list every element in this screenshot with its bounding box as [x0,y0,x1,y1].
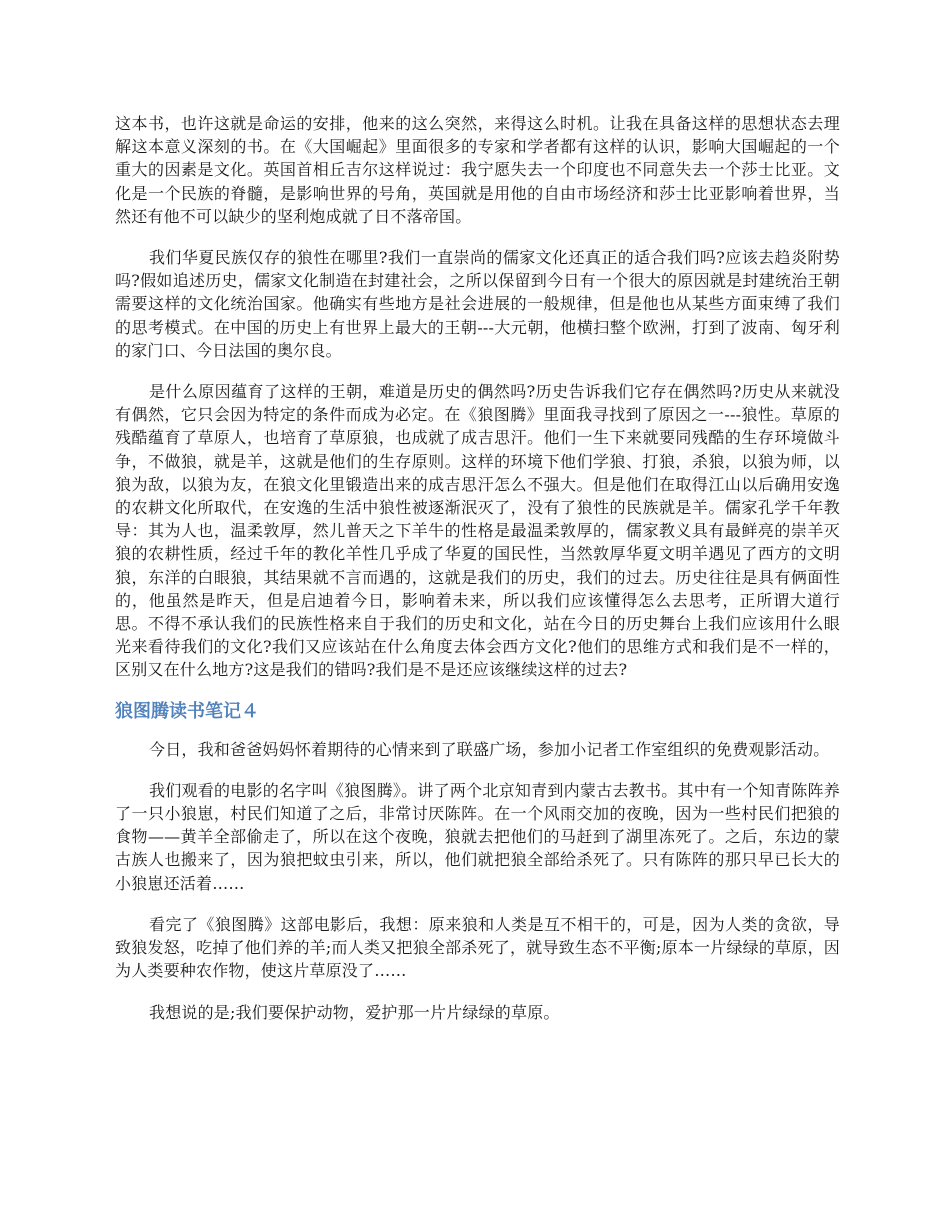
section-heading: 狼图腾读书笔记４ [115,700,259,722]
paragraph: 看完了《狼图腾》这部电影后，我想：原来狼和人类是互不相干的，可是，因为人类的贪欲，导致狼发怒，吃掉了他们养的羊;而人类又把狼全部杀死了，就导致生态不平衡;原本一片绿绿的草原，因为人类要种农作物，使这片草原没了…… [115,914,840,981]
document-page [115,112,840,1042]
paragraph: 这本书，也许这就是命运的安排，他来的这么突然，来得这么时机。让我在具备这样的思想状态去理解这本意义深刻的书。在《大国崛起》里面很多的专家和学者都有这样的认识，影响大国崛起的一个重大的因素是文化。英国首相丘吉尔这样说过：我宁愿失去一个印度也不同意失去一个莎士比亚。文化是一个民族的脊髓，是影响世界的号角，英国就是用他的自由市场经济和莎士比亚影响着世界，当然还有他不可以缺少的坚利炮成就了日不落帝国。 [115,114,840,226]
paragraph: 今日，我和爸爸妈妈怀着期待的心情来到了联盛广场，参加小记者工作室组织的免费观影活动。 [149,739,830,759]
paragraph: 是什么原因蕴育了这样的王朝，难道是历史的偶然吗?历史告诉我们它存在偶然吗?历史从来就没有偶然，它只会因为特定的条件而成为必定。在《狼图腾》里面我寻找到了原因之一---狼性。草原的残酷蕴育了草原人，也培育了草原狼，也成就了成吉思汗。他们一生下来就要同残酷的生存环境做斗争，不做狼，就是羊，这就是他们的生存原则。这样的环境下他们学狼、打狼，杀狼，以狼为师，以狼为敌，以狼为友，在狼文化里锻造出来的成吉思汗怎么不强大。但是他们在取得江山以后确用安逸的农耕文化所取代，在安逸的生活中狼性被逐渐泯灭了，没有了狼性的民族就是羊。儒家孔学千年教导：其为人也，温柔敦厚，然儿普天之下羊牛的性格是最温柔敦厚的，儒家教义具有最鲜亮的崇羊灭狼的农耕性质，经过千年的教化羊性几乎成了华夏的国民性，当然敦厚华夏文明羊遇见了西方的文明狼，东洋的白眼狼，其结果就不言而遇的，这就是我们的历史，我们的过去。历史往往是具有俩面性的，他虽然是昨天，但是启迪着今日，影响着未来，所以我们应该懂得怎么去思考，正所谓大道行思。不得不承认我们的民族性格来自于我们的历史和文化，站在今日的历史舞台上我们应该用什么眼光来看待我们的文化?我们又应该站在什么角度去体会西方文化?他们的思维方式和我们是不一样的，区别又在什么地方?这是我们的错吗?我们是不是还应该继续这样的过去? [115,382,840,680]
paragraph: 我想说的是;我们要保护动物，爱护那一片片绿绿的草原。 [149,1002,560,1022]
paragraph: 我们华夏民族仅存的狼性在哪里?我们一直崇尚的儒家文化还真正的适合我们吗?应该去趋炎附势吗?假如追述历史，儒家文化制造在封建社会，之所以保留到今日有一个很大的原因就是封建统治王朝需要这样的文化统治国家。他确实有些地方是社会进展的一般规律，但是他也从某些方面束缚了我们的思考模式。在中国的历史上有世界上最大的王朝---大元朝，他横扫整个欧洲，打到了波南、匈牙利的家门口、今日法国的奥尔良。 [115,248,840,360]
paragraph: 我们观看的电影的名字叫《狼图腾》。讲了两个北京知青到内蒙古去教书。其中有一个知青陈阵养了一只小狼崽，村民们知道了之后，非常讨厌陈阵。在一个风雨交加的夜晚，因为一些村民们把狼的食物——黄羊全部偷走了，所以在这个夜晚，狼就去把他们的马赶到了湖里冻死了。之后，东边的蒙古族人也搬来了，因为狼把蚊虫引来，所以，他们就把狼全部给杀死了。只有陈阵的那只早已长大的小狼崽还活着…… [115,780,840,893]
